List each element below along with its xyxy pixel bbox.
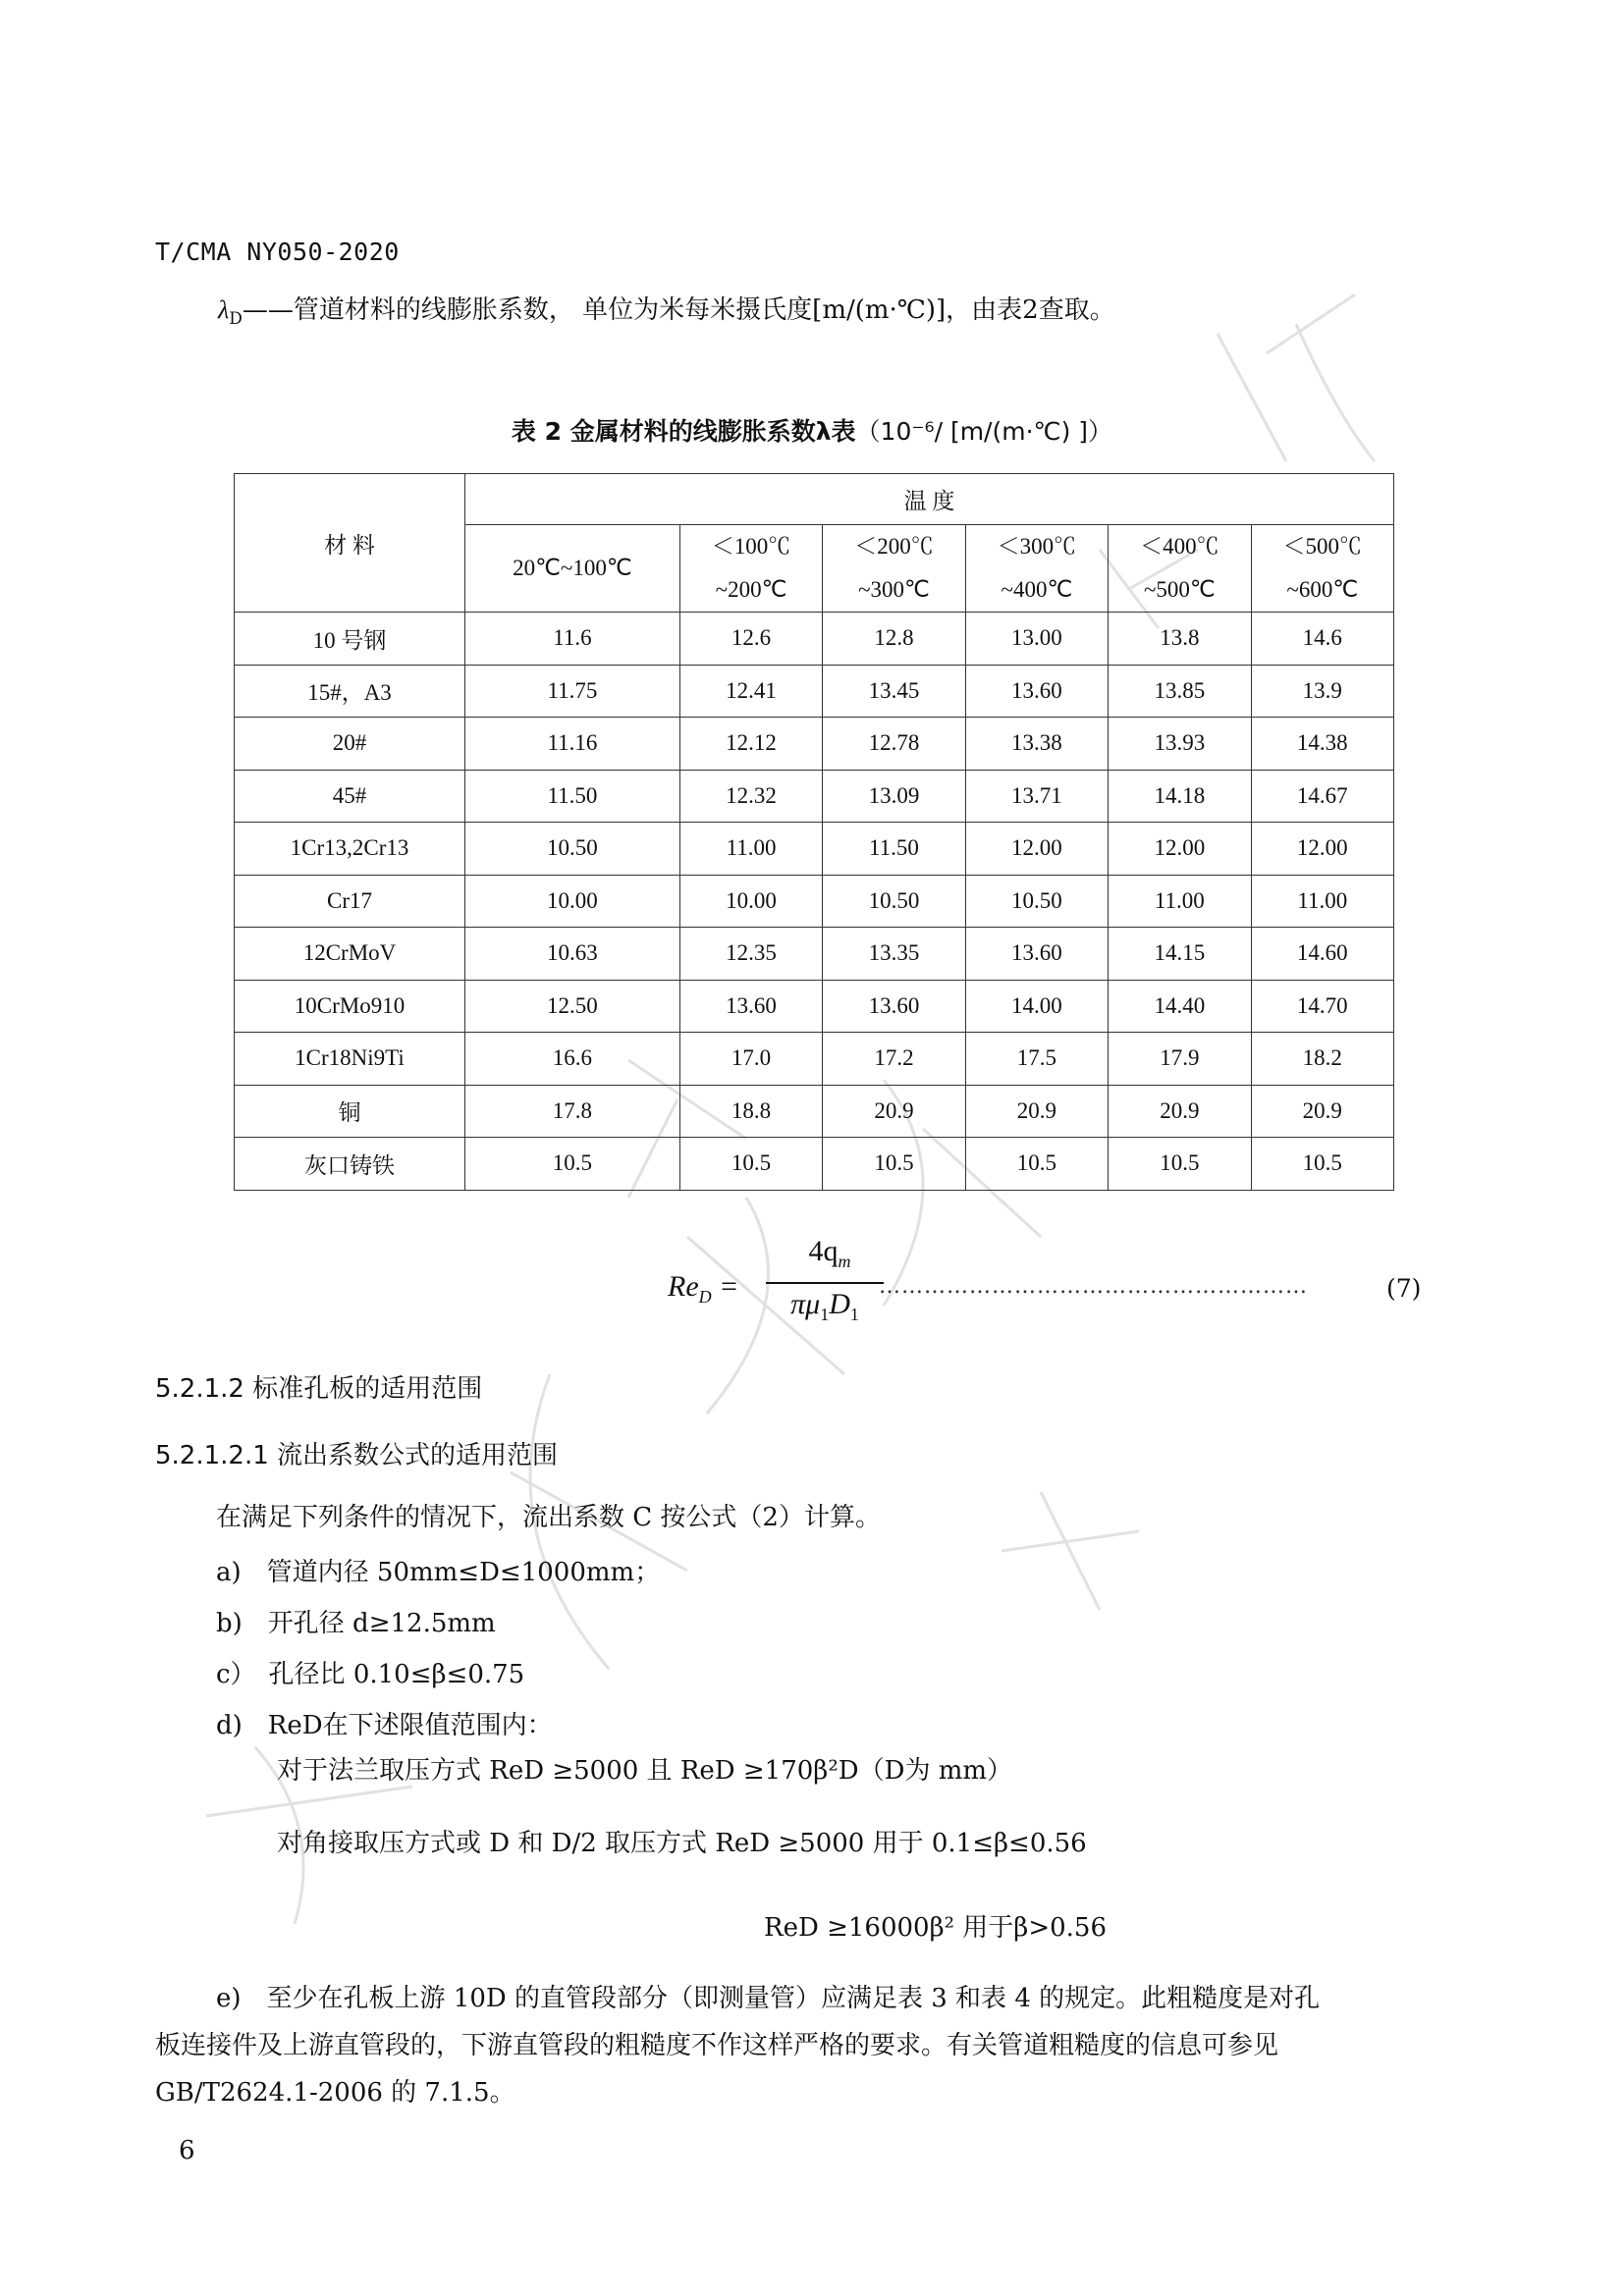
value-cell: 12.00 [1251, 823, 1393, 876]
value-cell: 10.00 [679, 875, 822, 928]
table-row [235, 823, 1394, 876]
temp-col-5: ＜500℃ ~600℃ [1251, 525, 1393, 613]
table-caption [0, 412, 1624, 448]
condition-d: d) ReD在下述限值范围内： [216, 1711, 553, 1740]
value-cell: 11.00 [1251, 875, 1393, 928]
formula-denominator: $\pi\mu_1D_1$ [790, 1288, 859, 1324]
material-cell: 12CrMoV [235, 928, 465, 981]
value-cell: 20.9 [1109, 1085, 1251, 1138]
table-row [235, 718, 1394, 771]
condition-d-flange: 对于法兰取压方式 ReD ≥5000 且 ReD ≥170β²D（D为 mm） [277, 1756, 1013, 1786]
temp-col-0: 20℃~100℃ [465, 525, 680, 613]
value-cell: 13.60 [965, 665, 1108, 718]
table-row [235, 875, 1394, 928]
value-cell: 14.18 [1109, 770, 1251, 823]
value-cell: 14.70 [1251, 980, 1393, 1033]
value-cell: 13.45 [823, 665, 965, 718]
table-row [235, 1033, 1394, 1086]
value-cell: 10.50 [465, 823, 680, 876]
formula-7 [668, 1235, 864, 1343]
value-cell: 20.9 [965, 1085, 1108, 1138]
value-cell: 18.2 [1251, 1033, 1393, 1086]
value-cell: 12.00 [965, 823, 1108, 876]
material-cell: 灰口铸铁 [235, 1138, 465, 1191]
expansion-coefficient-table [234, 473, 1394, 1191]
value-cell: 13.60 [679, 980, 822, 1033]
value-cell: 14.67 [1251, 770, 1393, 823]
value-cell: 13.60 [965, 928, 1108, 981]
value-cell: 13.85 [1109, 665, 1251, 718]
standard-code: T/CMA NY050-2020 [155, 238, 400, 266]
value-cell: 12.00 [1109, 823, 1251, 876]
value-cell: 10.5 [1251, 1138, 1393, 1191]
table-row [235, 665, 1394, 718]
value-cell: 13.09 [823, 770, 965, 823]
temp-col-2: ＜200℃ ~300℃ [823, 525, 965, 613]
value-cell: 17.5 [965, 1033, 1108, 1086]
value-cell: 10.50 [823, 875, 965, 928]
material-cell: 45# [235, 770, 465, 823]
material-cell: 铜 [235, 1085, 465, 1138]
condition-c: c） 孔径比 0.10≤β≤0.75 [216, 1660, 525, 1689]
table-row [235, 980, 1394, 1033]
lambda-symbol: λ [218, 295, 230, 324]
value-cell: 12.32 [679, 770, 822, 823]
value-cell: 13.35 [823, 928, 965, 981]
value-cell: 14.40 [1109, 980, 1251, 1033]
temp-col-3: ＜300℃ ~400℃ [965, 525, 1108, 613]
table-row [235, 1138, 1394, 1191]
value-cell: 13.38 [965, 718, 1108, 771]
condition-b: b) 开孔径 d≥12.5mm [216, 1609, 496, 1638]
value-cell: 18.8 [679, 1085, 822, 1138]
value-cell: 17.8 [465, 1085, 680, 1138]
value-cell: 12.50 [465, 980, 680, 1033]
table-caption-unit: （10⁻⁶/ [m/(m·℃) ]） [855, 417, 1113, 446]
condition-e-line1: e) 至少在孔板上游 10D 的直管段部分（即测量管）应满足表 3 和表 4 的规定。此粗糙度是对孔 [216, 1984, 1321, 2013]
material-cell: 15#，A3 [235, 665, 465, 718]
value-cell: 14.00 [965, 980, 1108, 1033]
value-cell: 20.9 [1251, 1085, 1393, 1138]
table-row [235, 1085, 1394, 1138]
formula-leader-dots: ………………………………………………… [879, 1274, 1308, 1299]
table-row [235, 613, 1394, 666]
value-cell: 17.0 [679, 1033, 822, 1086]
header-material: 材 料 [235, 474, 465, 613]
material-cell: 1Cr18Ni9Ti [235, 1033, 465, 1086]
value-cell: 12.41 [679, 665, 822, 718]
value-cell: 14.6 [1251, 613, 1393, 666]
value-cell: 13.9 [1251, 665, 1393, 718]
material-cell: 1Cr13,2Cr13 [235, 823, 465, 876]
section-heading-5-2-1-2: 5.2.1.2 标准孔板的适用范围 [155, 1374, 483, 1404]
value-cell: 17.2 [823, 1033, 965, 1086]
value-cell: 10.5 [823, 1138, 965, 1191]
value-cell: 10.5 [1109, 1138, 1251, 1191]
value-cell: 13.93 [1109, 718, 1251, 771]
value-cell: 13.00 [965, 613, 1108, 666]
material-cell: 10CrMo910 [235, 980, 465, 1033]
table-caption-title: 表 2 金属材料的线膨胀系数λ表 [511, 417, 856, 446]
value-cell: 20.9 [823, 1085, 965, 1138]
value-cell: 10.50 [965, 875, 1108, 928]
temp-col-1: ＜100℃ ~200℃ [679, 525, 822, 613]
formula-lhs: $Re_D$ = [668, 1270, 739, 1307]
table-row [235, 770, 1394, 823]
formula-numerator: $4q_m$ [808, 1235, 851, 1271]
material-cell: Cr17 [235, 875, 465, 928]
value-cell: 11.50 [465, 770, 680, 823]
temp-col-4: ＜400℃ ~500℃ [1109, 525, 1251, 613]
material-cell: 10 号钢 [235, 613, 465, 666]
value-cell: 13.71 [965, 770, 1108, 823]
value-cell: 13.8 [1109, 613, 1251, 666]
value-cell: 10.5 [465, 1138, 680, 1191]
value-cell: 11.16 [465, 718, 680, 771]
value-cell: 11.6 [465, 613, 680, 666]
material-cell: 20# [235, 718, 465, 771]
value-cell: 11.00 [679, 823, 822, 876]
formula-number: (7) [1386, 1274, 1422, 1303]
lambda-definition [218, 293, 1115, 337]
page-number: 6 [179, 2136, 195, 2165]
lambda-definition-text: ——管道材料的线膨胀系数， 单位为米每米摄氏度[m/(m·℃)]，由表2查取。 [242, 295, 1115, 325]
fraction-bar [766, 1282, 884, 1284]
lambda-subscript: D [229, 309, 243, 330]
header-temperature: 温 度 [465, 474, 1394, 525]
value-cell: 10.5 [965, 1138, 1108, 1191]
intro-paragraph: 在满足下列条件的情况下，流出系数 C 按公式（2）计算。 [216, 1503, 881, 1532]
value-cell: 13.60 [823, 980, 965, 1033]
value-cell: 12.8 [823, 613, 965, 666]
value-cell: 17.9 [1109, 1033, 1251, 1086]
value-cell: 12.35 [679, 928, 822, 981]
value-cell: 10.00 [465, 875, 680, 928]
condition-d-high-beta: ReD ≥16000β² 用于β>0.56 [764, 1913, 1107, 1943]
value-cell: 10.63 [465, 928, 680, 981]
value-cell: 14.60 [1251, 928, 1393, 981]
value-cell: 14.38 [1251, 718, 1393, 771]
condition-d-corner: 对角接取压方式或 D 和 D/2 取压方式 ReD ≥5000 用于 0.1≤β≤0.56 [277, 1829, 1087, 1858]
condition-e-line2: 板连接件及上游直管段的，下游直管段的粗糙度不作这样严格的要求。有关管道粗糙度的信息可参见 [155, 2031, 1279, 2060]
value-cell: 12.12 [679, 718, 822, 771]
value-cell: 16.6 [465, 1033, 680, 1086]
value-cell: 14.15 [1109, 928, 1251, 981]
condition-e-line3: GB/T2624.1-2006 的 7.1.5。 [155, 2078, 515, 2108]
value-cell: 11.00 [1109, 875, 1251, 928]
table-row [235, 928, 1394, 981]
section-heading-5-2-1-2-1: 5.2.1.2.1 流出系数公式的适用范围 [155, 1441, 559, 1470]
value-cell: 12.78 [823, 718, 965, 771]
value-cell: 10.5 [679, 1138, 822, 1191]
value-cell: 11.50 [823, 823, 965, 876]
condition-a: a) 管道内径 50mm≤D≤1000mm； [216, 1558, 661, 1587]
value-cell: 11.75 [465, 665, 680, 718]
value-cell: 12.6 [679, 613, 822, 666]
